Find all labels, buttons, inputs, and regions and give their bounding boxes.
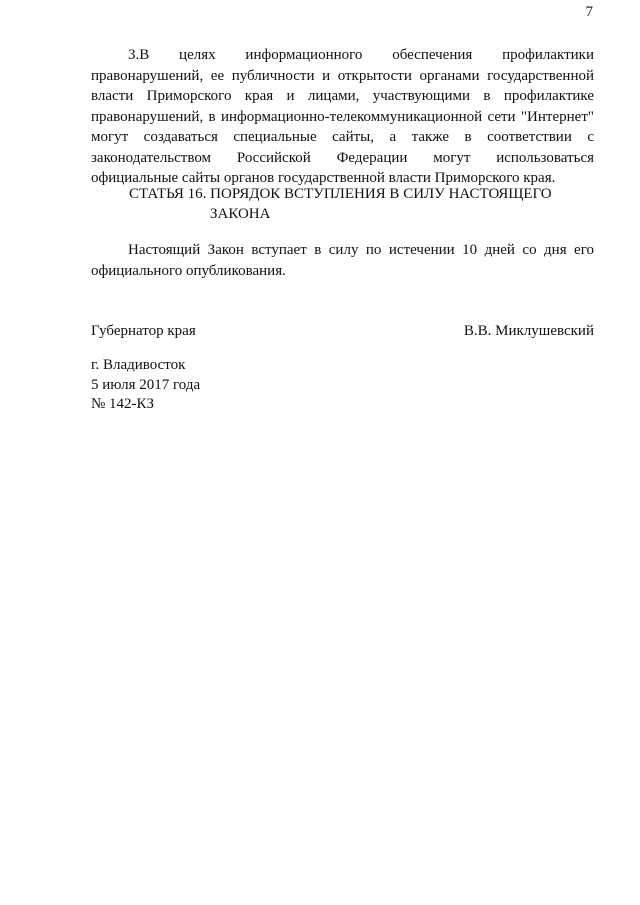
signoff-block (91, 356, 200, 415)
article-16-title-line2: ЗАКОНА (210, 206, 271, 222)
section-3-paragraph: 3.В целях информационного обеспечения профилактики правонарушений, ее публичности и открытости органами государственной власти Приморского края и лицами, участвующими в профилактике правонарушений, в информационно-телекоммуникационной сети "Интернет" могут создаваться специальные сайты, а также в соответствии с законодательством Российской Федерации могут использоваться официальные сайты органов государственной власти Приморского края. (91, 47, 594, 186)
signoff-law-number: № 142-КЗ (91, 396, 155, 412)
page-number: 7 (585, 4, 593, 20)
signature-position: Губернатор края (91, 323, 196, 339)
signature-name: В.В. Миклушевский (463, 323, 594, 339)
article-16-title-line1: СТАТЬЯ 16. ПОРЯДОК ВСТУПЛЕНИЯ В СИЛУ НАСТОЯЩЕГО (129, 186, 552, 202)
signoff-date: 5 июля 2017 года (91, 376, 201, 393)
article-16-paragraph: Настоящий Закон вступает в силу по истечении 10 дней со дня его официального опубликования. (91, 242, 594, 279)
signoff-city: г. Владивосток (91, 357, 186, 373)
article-16-title (129, 184, 594, 224)
